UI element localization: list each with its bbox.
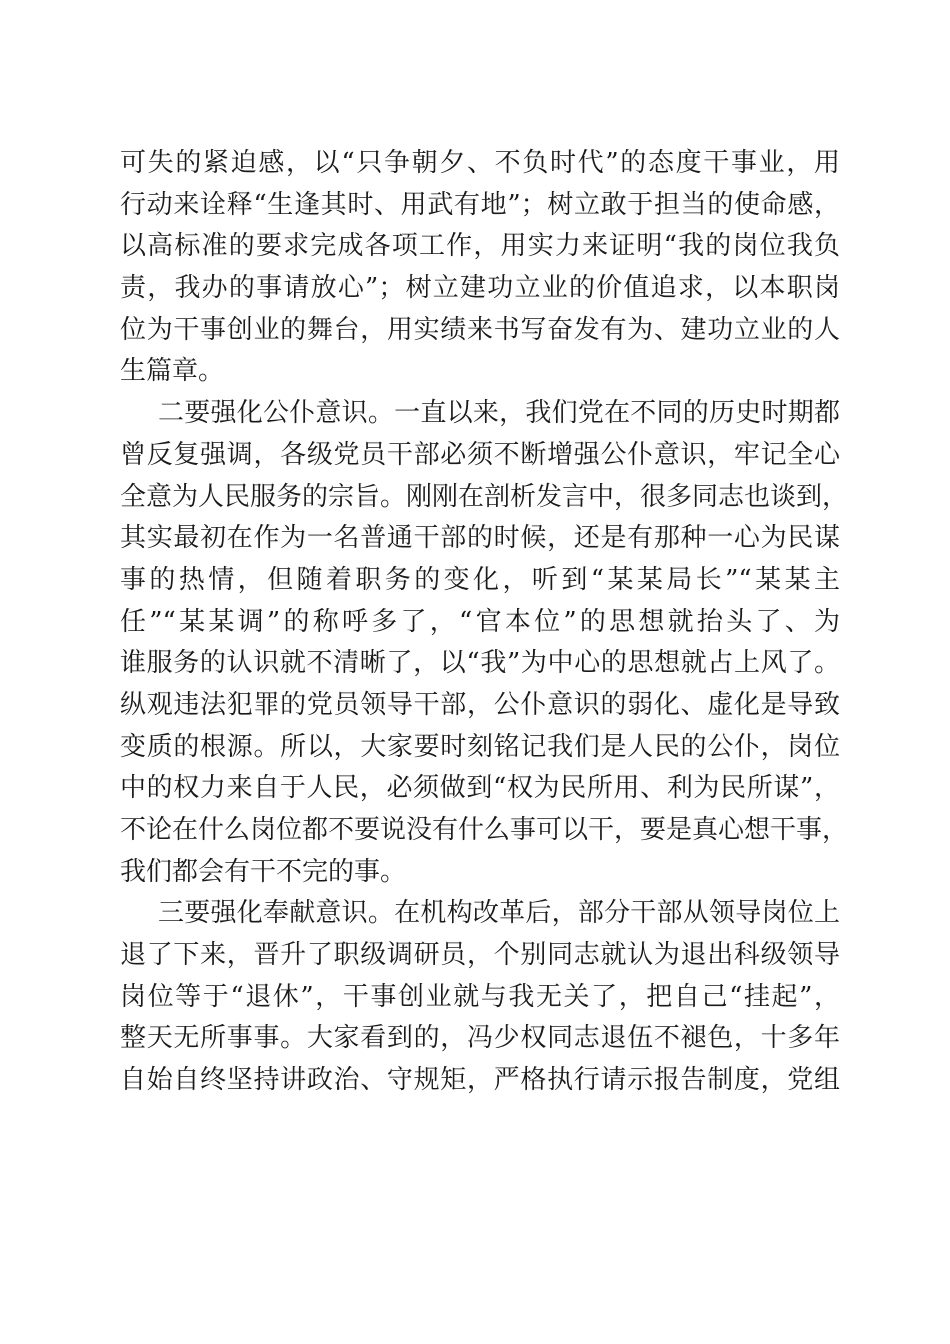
text-line: 曾反复强调，各级党员干部必须不断增强公仆意识，牢记全心 [120, 439, 840, 470]
paragraph-public-servant-awareness [120, 393, 849, 893]
text-line: 全意为人民服务的宗旨。刚刚在剖析发言中，很多同志也谈到， [120, 481, 849, 512]
text-line: 可失的紧迫感，以“只争朝夕、不负时代”的态度干事业，用 [120, 148, 840, 178]
text-line: 整天无所事事。大家看到的，冯少权同志退伍不褪色，十多年 [120, 1023, 840, 1054]
text-line: 纵观违法犯罪的党员领导干部，公仆意识的弱化、虚化是导致 [120, 689, 840, 720]
text-line: 退了下来，晋升了职级调研员，个别同志就认为退出科级领导 [120, 940, 840, 971]
text-line: 三要强化奉献意识。在机构改革后，部分干部从领导岗位上 [158, 898, 840, 929]
text-line: 行动来诠释“生逢其时、用武有地”；树立敢于担当的使命感， [120, 189, 840, 220]
text-line: 谁服务的认识就不清晰了，以“我”为中心的思想就占上风了。 [120, 648, 840, 679]
text-line: 变质的根源。所以，大家要时刻铭记我们是人民的公仆，岗位 [120, 731, 840, 762]
text-line: 以高标准的要求完成各项工作，用实力来证明“我的岗位我负 [120, 231, 840, 262]
text-line: 自始自终坚持讲政治、守规矩，严格执行请示报告制度，党组 [120, 1065, 840, 1096]
text-line: 位为干事创业的舞台，用实绩来书写奋发有为、建功立业的人 [120, 314, 840, 345]
text-line: 岗位等于“退休”，干事创业就与我无关了，把自己“挂起”， [120, 981, 840, 1012]
document-body [120, 143, 849, 1102]
text-line: 不论在什么岗位都不要说没有什么事可以干，要是真心想干事， [120, 815, 849, 845]
text-line: 中的权力来自于人民，必须做到“权为民所用、利为民所谋”， [120, 773, 840, 804]
text-line: 其实最初在作为一名普通干部的时候，还是有那种一心为民谋 [120, 523, 840, 554]
text-line: 任”“某某调”的称呼多了，“官本位”的思想就抬头了、为 [120, 606, 840, 637]
text-line: 我们都会有干不完的事。 [120, 856, 407, 887]
text-line: 事的热情，但随着职务的变化，听到“某某局长”“某某主 [120, 564, 840, 595]
text-line: 生篇章。 [120, 356, 225, 387]
text-line: 责，我办的事请放心”；树立建功立业的价值追求，以本职岗 [120, 273, 840, 304]
paragraph-sense-of-urgency [120, 143, 840, 393]
paragraph-dedication-awareness [120, 893, 840, 1101]
text-line: 二要强化公仆意识。一直以来，我们党在不同的历史时期都 [158, 398, 840, 429]
